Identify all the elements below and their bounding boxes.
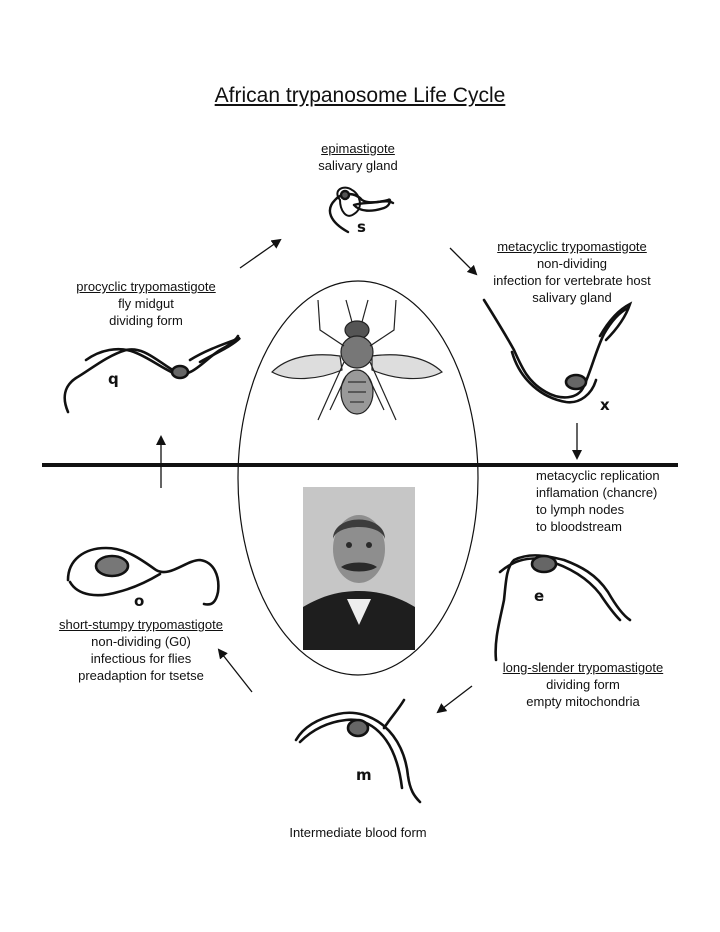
procyclic-name: procyclic trypomastigote — [76, 279, 216, 294]
procyclic-drawing — [65, 336, 240, 412]
short-stumpy-letter: o — [134, 592, 145, 610]
replication-line-1: metacyclic replication — [536, 468, 660, 483]
replication-line-4: to bloodstream — [536, 519, 622, 534]
replication-label — [536, 467, 716, 535]
arrow-longslender-to-intermediate — [438, 686, 472, 712]
metacyclic-label — [472, 238, 672, 306]
intermediate-drawing — [296, 700, 420, 802]
metacyclic-letter: x — [600, 396, 610, 414]
short-stumpy-line-3: preadaption for tsetse — [78, 668, 204, 683]
metacyclic-line-1: non-dividing — [536, 256, 608, 271]
procyclic-line-1: fly midgut — [118, 296, 174, 311]
portrait-illustration — [303, 487, 415, 650]
metacyclic-line-2: infection for vertebrate host — [493, 273, 651, 288]
intermediate-letter: m — [356, 766, 372, 784]
short-stumpy-label — [46, 616, 236, 684]
epimastigote-letter: s — [357, 218, 366, 236]
epimastigote-name: epimastigote — [321, 141, 395, 156]
epimastigote-label — [258, 140, 458, 174]
metacyclic-line-3: salivary gland — [532, 290, 612, 305]
short-stumpy-line-1: non-dividing (G0) — [91, 634, 191, 649]
portrait-photo — [303, 487, 415, 650]
replication-line-2: inflamation (chancre) — [536, 485, 658, 500]
short-stumpy-line-2: infectious for flies — [90, 651, 192, 666]
long-slender-drawing — [496, 555, 630, 660]
long-slender-line-2: empty mitochondria — [526, 694, 640, 709]
intermediate-label: Intermediate blood form — [289, 825, 427, 840]
procyclic-letter: q — [108, 370, 119, 388]
procyclic-line-2: dividing form — [109, 313, 183, 328]
diagram-title: African trypanosome Life Cycle — [214, 84, 506, 107]
long-slender-line-1: dividing form — [546, 677, 620, 692]
tsetse-fly-drawing — [272, 300, 442, 420]
metacyclic-drawing — [484, 300, 630, 402]
short-stumpy-name: short-stumpy trypomastigote — [58, 617, 223, 632]
epimastigote-line-1: salivary gland — [318, 158, 398, 173]
long-slender-name: long-slender trypomastigote — [502, 660, 664, 675]
replication-line-3: to lymph nodes — [536, 502, 625, 517]
procyclic-label — [56, 278, 236, 329]
metacyclic-name: metacyclic trypomastigote — [497, 239, 647, 254]
arrow-procyclic-to-epimastigote — [240, 240, 280, 268]
long-slender-label — [488, 659, 678, 710]
long-slender-letter: e — [534, 587, 545, 605]
